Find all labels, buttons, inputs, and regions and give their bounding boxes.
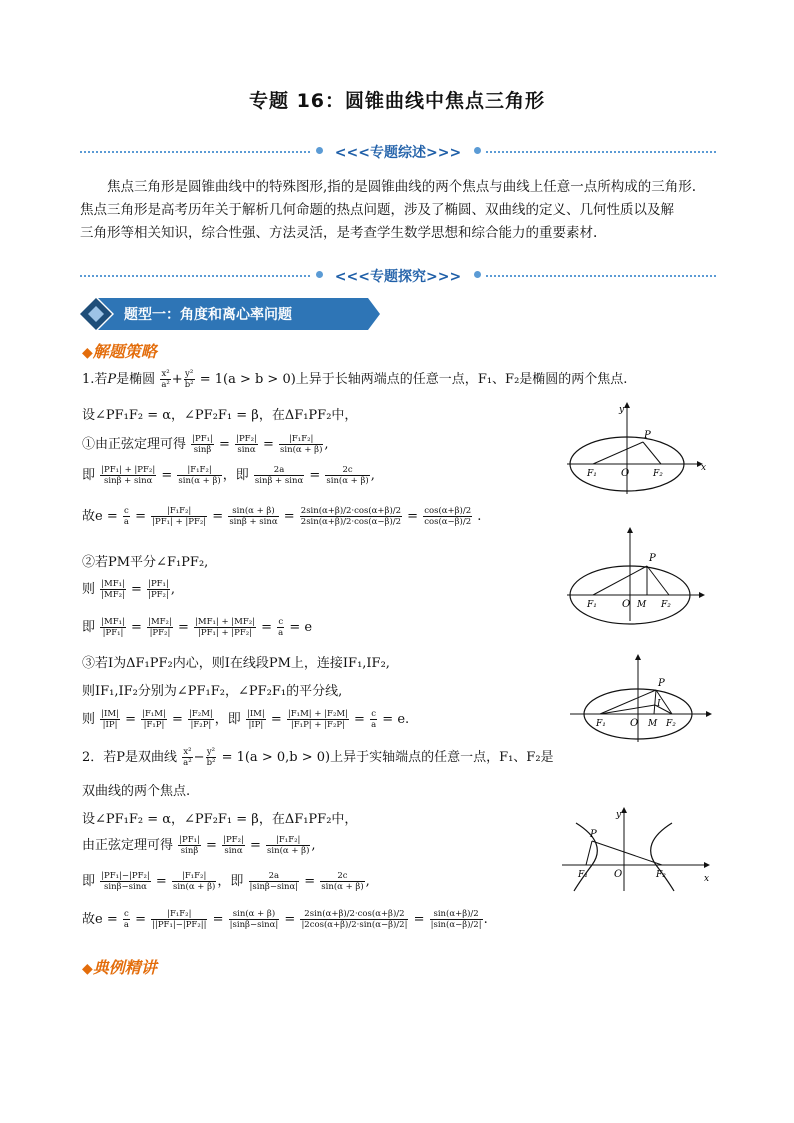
svg-text:P: P bbox=[649, 553, 656, 564]
section-header-explore bbox=[80, 266, 716, 286]
ratio-formula: 即 $\frac{\text{|PF₁| + |PF₂|}}{\sin\beta + \sin\alpha}$ = $\frac{\text{|F₁F₂|}}{\sin(\alpha + \beta)}$ ，即 $\frac{2a}{\sin\beta + \sin\alpha}$ = $\frac{2c}{\sin(\alpha + \beta)}$ , bbox=[82, 465, 375, 486]
svg-text:x: x bbox=[701, 463, 707, 473]
figure-ellipse-bisector bbox=[565, 523, 710, 623]
eccentricity-formula: 故e = $\frac{c}{a}$ = $\frac{\text{|F₁F₂|}}{\text{|PF₁| + |PF₂|}}$ = $\frac{\sin(\alpha + \beta)}{\sin\beta + \sin\alpha}$ = $\frac{2\sin(\alpha+\beta)/2\cdot\cos(\alpha+\beta)/2}{2\sin(\alpha+\beta)/2\cdot\cos(\alpha-\beta)/2}$ = $\frac{\cos(\alpha+\beta)/2}{\cos(\alpha-\beta)/2}$ . bbox=[82, 506, 482, 527]
sine-law-formula: ①由正弦定理可得 $\frac{\text{|PF₁|}}{\sin\beta}$ = $\frac{\text{|PF₂|}}{\sin\alpha}$ = $\frac{\text{|F₁F₂|}}{\sin(\alpha + \beta)}$ , bbox=[82, 434, 329, 455]
svg-text:M: M bbox=[648, 719, 658, 729]
intro-line-2: 焦点三角形是高考历年关于解析几何命题的热点问题，涉及了椭圆、双曲线的定义、几何性质以及解 bbox=[80, 202, 674, 218]
svg-text:P: P bbox=[590, 829, 597, 840]
hyperbola-eccentricity: 故e = $\frac{c}{a}$ = $\frac{\text{|F₁F₂|}}{\text{||PF₁|−|PF₂||}}$ = $\frac{\sin(\alpha + \beta)}{|\sin\beta-\sin\alpha|}$ = $\frac{2\sin(\alpha+\beta)/2\cdot\cos(\alpha+\beta)/2}{|2\cos(\alpha+\beta)/2\cdot\sin(\alpha-\beta)/2|}$ = $\frac{\sin(\alpha+\beta)/2}{|\sin(\alpha-\beta)/2|}$ . bbox=[82, 909, 488, 930]
strategy-heading bbox=[82, 339, 157, 362]
svg-text:M: M bbox=[637, 600, 647, 610]
bisector-statement: ②若PM平分∠F₁PF₂, bbox=[82, 555, 209, 570]
svg-text:y: y bbox=[619, 405, 625, 415]
incenter-statement: ③若I为ΔF₁PF₂内心，则I在线段PM上，连接IF₁,IF₂, bbox=[82, 656, 390, 671]
bisector-eccentricity: 即 $\frac{\text{|MF₁|}}{\text{|PF₁|}}$ = $\frac{\text{|MF₂|}}{\text{|PF₂|}}$ = $\frac{\text{|MF₁| + |MF₂|}}{\text{|PF₁| + |PF₂|}}$ = $\frac{c}{a}$ = e bbox=[82, 617, 313, 638]
example-heading bbox=[82, 955, 157, 978]
svg-text:x: x bbox=[704, 874, 710, 884]
section-title-explore: <<<专题探究>>> bbox=[334, 269, 462, 285]
intro-line-3: 三角形等相关知识，综合性强、方法灵活，是考查学生数学思想和综合能力的重要素材. bbox=[80, 225, 598, 241]
intro-paragraph bbox=[80, 176, 730, 245]
figure-hyperbola bbox=[558, 803, 718, 893]
svg-text:F₂: F₂ bbox=[656, 870, 666, 880]
section-header-overview bbox=[80, 142, 716, 162]
svg-text:F₂: F₂ bbox=[666, 719, 676, 729]
section-title-overview: <<<专题综述>>> bbox=[334, 145, 462, 161]
ellipse-statement: 1.若P是椭圆 $\frac{\text{x²}}{\text{a²}}$ + $\frac{\text{y²}}{\text{b²}}$ = 1(a > b > 0)上异于长轴两端点的任意一点，F₁、F₂是椭圆的两个焦点. bbox=[82, 369, 628, 390]
svg-text:F₁: F₁ bbox=[587, 600, 597, 610]
svg-text:F₁: F₁ bbox=[578, 870, 588, 880]
figure-ellipse-basic bbox=[565, 398, 705, 498]
hyperbola-foci: 双曲线的两个焦点. bbox=[82, 784, 191, 799]
svg-text:P: P bbox=[658, 678, 665, 689]
example-label: 典例精讲 bbox=[92, 958, 157, 977]
bisector-ratio: 则 $\frac{\text{|MF₁|}}{\text{|MF₂|}}$ = $\frac{\text{|PF₁|}}{\text{|PF₂|}}$ , bbox=[82, 579, 175, 600]
incenter-bisectors: 则IF₁,IF₂分别为∠PF₁F₂，∠PF₂F₁的平分线, bbox=[82, 684, 343, 699]
hyperbola-angle-definition: 设∠PF₁F₂ = α，∠PF₂F₁ = β，在ΔF₁PF₂中， bbox=[82, 812, 358, 827]
figure-ellipse-incenter bbox=[568, 650, 718, 745]
banner-title: 题型一：角度和离心率问题 bbox=[124, 307, 292, 323]
svg-text:P: P bbox=[644, 430, 651, 441]
strategy-label: 解题策略 bbox=[92, 342, 157, 361]
intro-line-1: 焦点三角形是圆锥曲线中的特殊图形,指的是圆锥曲线的两个焦点与曲线上任意一点所构成的三角形. bbox=[107, 179, 697, 195]
svg-text:F₂: F₂ bbox=[653, 469, 663, 479]
svg-text:O: O bbox=[630, 718, 639, 729]
svg-text:O: O bbox=[622, 599, 631, 610]
svg-text:F₁: F₁ bbox=[596, 719, 606, 729]
svg-text:y: y bbox=[616, 810, 622, 820]
svg-text:F₁: F₁ bbox=[587, 469, 597, 479]
page-title: 专题 16：圆锥曲线中焦点三角形 bbox=[248, 90, 546, 112]
incenter-eccentricity: 则 $\frac{|IM|}{|IP|}$ = $\frac{\text{|F₁M|}}{\text{|F₁P|}}$ = $\frac{\text{|F₂M|}}{\text{|F₂P|}}$ ，即 $\frac{|IM|}{|IP|}$ = $\frac{\text{|F₁M| + |F₂M|}}{\text{|F₁P| + |F₂P|}}$ = $\frac{c}{a}$ = e. bbox=[82, 709, 410, 730]
angle-definition: 设∠PF₁F₂ = α，∠PF₂F₁ = β，在ΔF₁PF₂中， bbox=[82, 408, 358, 423]
svg-text:F₂: F₂ bbox=[661, 600, 671, 610]
diamond-icon: ◆ bbox=[82, 961, 93, 977]
svg-text:O: O bbox=[614, 869, 623, 880]
diamond-icon: ◆ bbox=[82, 345, 93, 361]
topic-banner bbox=[80, 298, 380, 330]
hyperbola-ratio: 即 $\frac{\text{|PF₁|−|PF₂|}}{\sin\beta-\sin\alpha}$ = $\frac{\text{|F₁F₂|}}{\sin(\alpha + \beta)}$ ，即 $\frac{2a}{|\sin\beta-\sin\alpha|}$ = $\frac{2c}{\sin(\alpha + \beta)}$ , bbox=[82, 871, 370, 892]
svg-text:I: I bbox=[657, 699, 661, 709]
hyperbola-sine-law: 由正弦定理可得 $\frac{\text{|PF₁|}}{\sin\beta}$ = $\frac{\text{|PF₂|}}{\sin\alpha}$ = $\frac{\text{|F₁F₂|}}{\sin(\alpha + \beta)}$ , bbox=[82, 835, 316, 856]
hyperbola-statement: 2．若P是双曲线 $\frac{\text{x²}}{\text{a²}}$ − $\frac{\text{y²}}{\text{b²}}$ = 1(a > 0,b > 0)上异于实轴端点的任意一点，F₁、F₂是 bbox=[82, 747, 554, 768]
svg-text:O: O bbox=[621, 468, 630, 479]
